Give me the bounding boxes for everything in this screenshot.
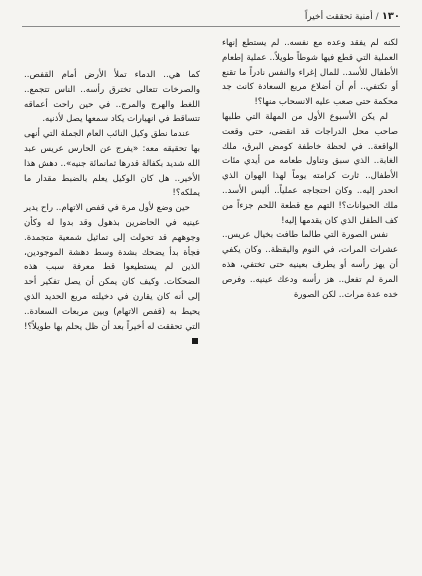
header-rule <box>22 26 400 27</box>
paragraph: عندما نطق وكيل النائب العام الجملة التي أنهى بها تحقيقه معه: «يفرج عن الحارس عريس عبد الله شديد بكفالة قدرها ثمانمائة جنيه».. دهش هذا الأخير.. هل كان الوكيل يعلم بالضبط مقدار ما يملكه؟! <box>24 129 200 199</box>
paragraph: لكنه لم يفقد وعده مع نفسه.. لم يستطع إنهاء العملية التي قطع فيها شوطاً طويلاً.. عملية إطعام الأطفال للأسد.. للمال إغراء والنفس نادراً ما تقنع أو تكتفي.. أم أن أضلاع مربع السعادة كانت جد محكمة حتى صعب عليه الانسحاب منها؟! <box>222 38 398 108</box>
end-of-story-mark <box>192 338 198 344</box>
header-separator: / <box>375 12 379 22</box>
text-column-right <box>222 36 398 302</box>
paragraph-text: حين وضع لأول مرة في قفص الاتهام.. راح يدير عينيه في الحاضرين بذهول وقد بدوا له وكأن وجوههم قد تحولت إلى تماثيل شمعية متجمدة. فجأة بدأ يضحك بشدة وسط دهشة الموجودين، الذين لم يستطيعوا قط معرفة سبب هذه الضحكات. وكيف كان يمكن أن يصل تفكير أحد إلى أنه كان يقارن في دخيلته مربع الحديد الذي يحيط به (قفص الاتهام) وبين مربعات السعادة.. التي تحققت له أخيراً بعد أن ظل يحلم بها طويلاً؟! <box>24 203 200 332</box>
page-number: ١٣٠ <box>381 11 400 22</box>
paragraph: كما هي.. الدماء تملأ الأرض أمام القفص.. والصرخات تتعالى تخترق رأسه.. الناس تتجمع.. اللغط والهرج والمرج.. في حين راحت أعماقه تتساقط في انهيارات يكاد سمعها يصل لأذنيه. <box>24 70 200 125</box>
running-title: أمنية تحققت أخيراً <box>304 12 373 22</box>
running-head <box>22 10 400 24</box>
text-column-left <box>24 68 200 349</box>
paragraph: لم يكن الأسبوع الأول من المهلة التي طلبها صاحب محل الدراجات قد انقضى، حتى وقعت الواقعة.. في لحظة خاطفة كومض البرق، ملك الغابة.. الذي سبق وتناول طعامه من أيدي مئات الأطفال.. ثارت كرامته يوماً لهذا الهوان الذي انحدر إليه.. وكان احتجاجه عملياً.. أليس الأسد.. ملك الحيوانات؟! التهم مع قطعة اللحم جزءاً من كف الطفل الذي كان يقدمها إليه! <box>222 111 398 226</box>
paragraph: نفس الصورة التي طالما طافت بخيال عريس.. عشرات المرات، في النوم واليقظة.. وكان يكفي أن يهز رأسه أو يطرف بعينيه حتى تختفي، هذه المرة لم تفعل.. هز رأسه ودعك عينيه.. وفرص خده عدة مرات.. لكن الصورة <box>222 230 398 300</box>
paragraph-last <box>24 201 200 349</box>
